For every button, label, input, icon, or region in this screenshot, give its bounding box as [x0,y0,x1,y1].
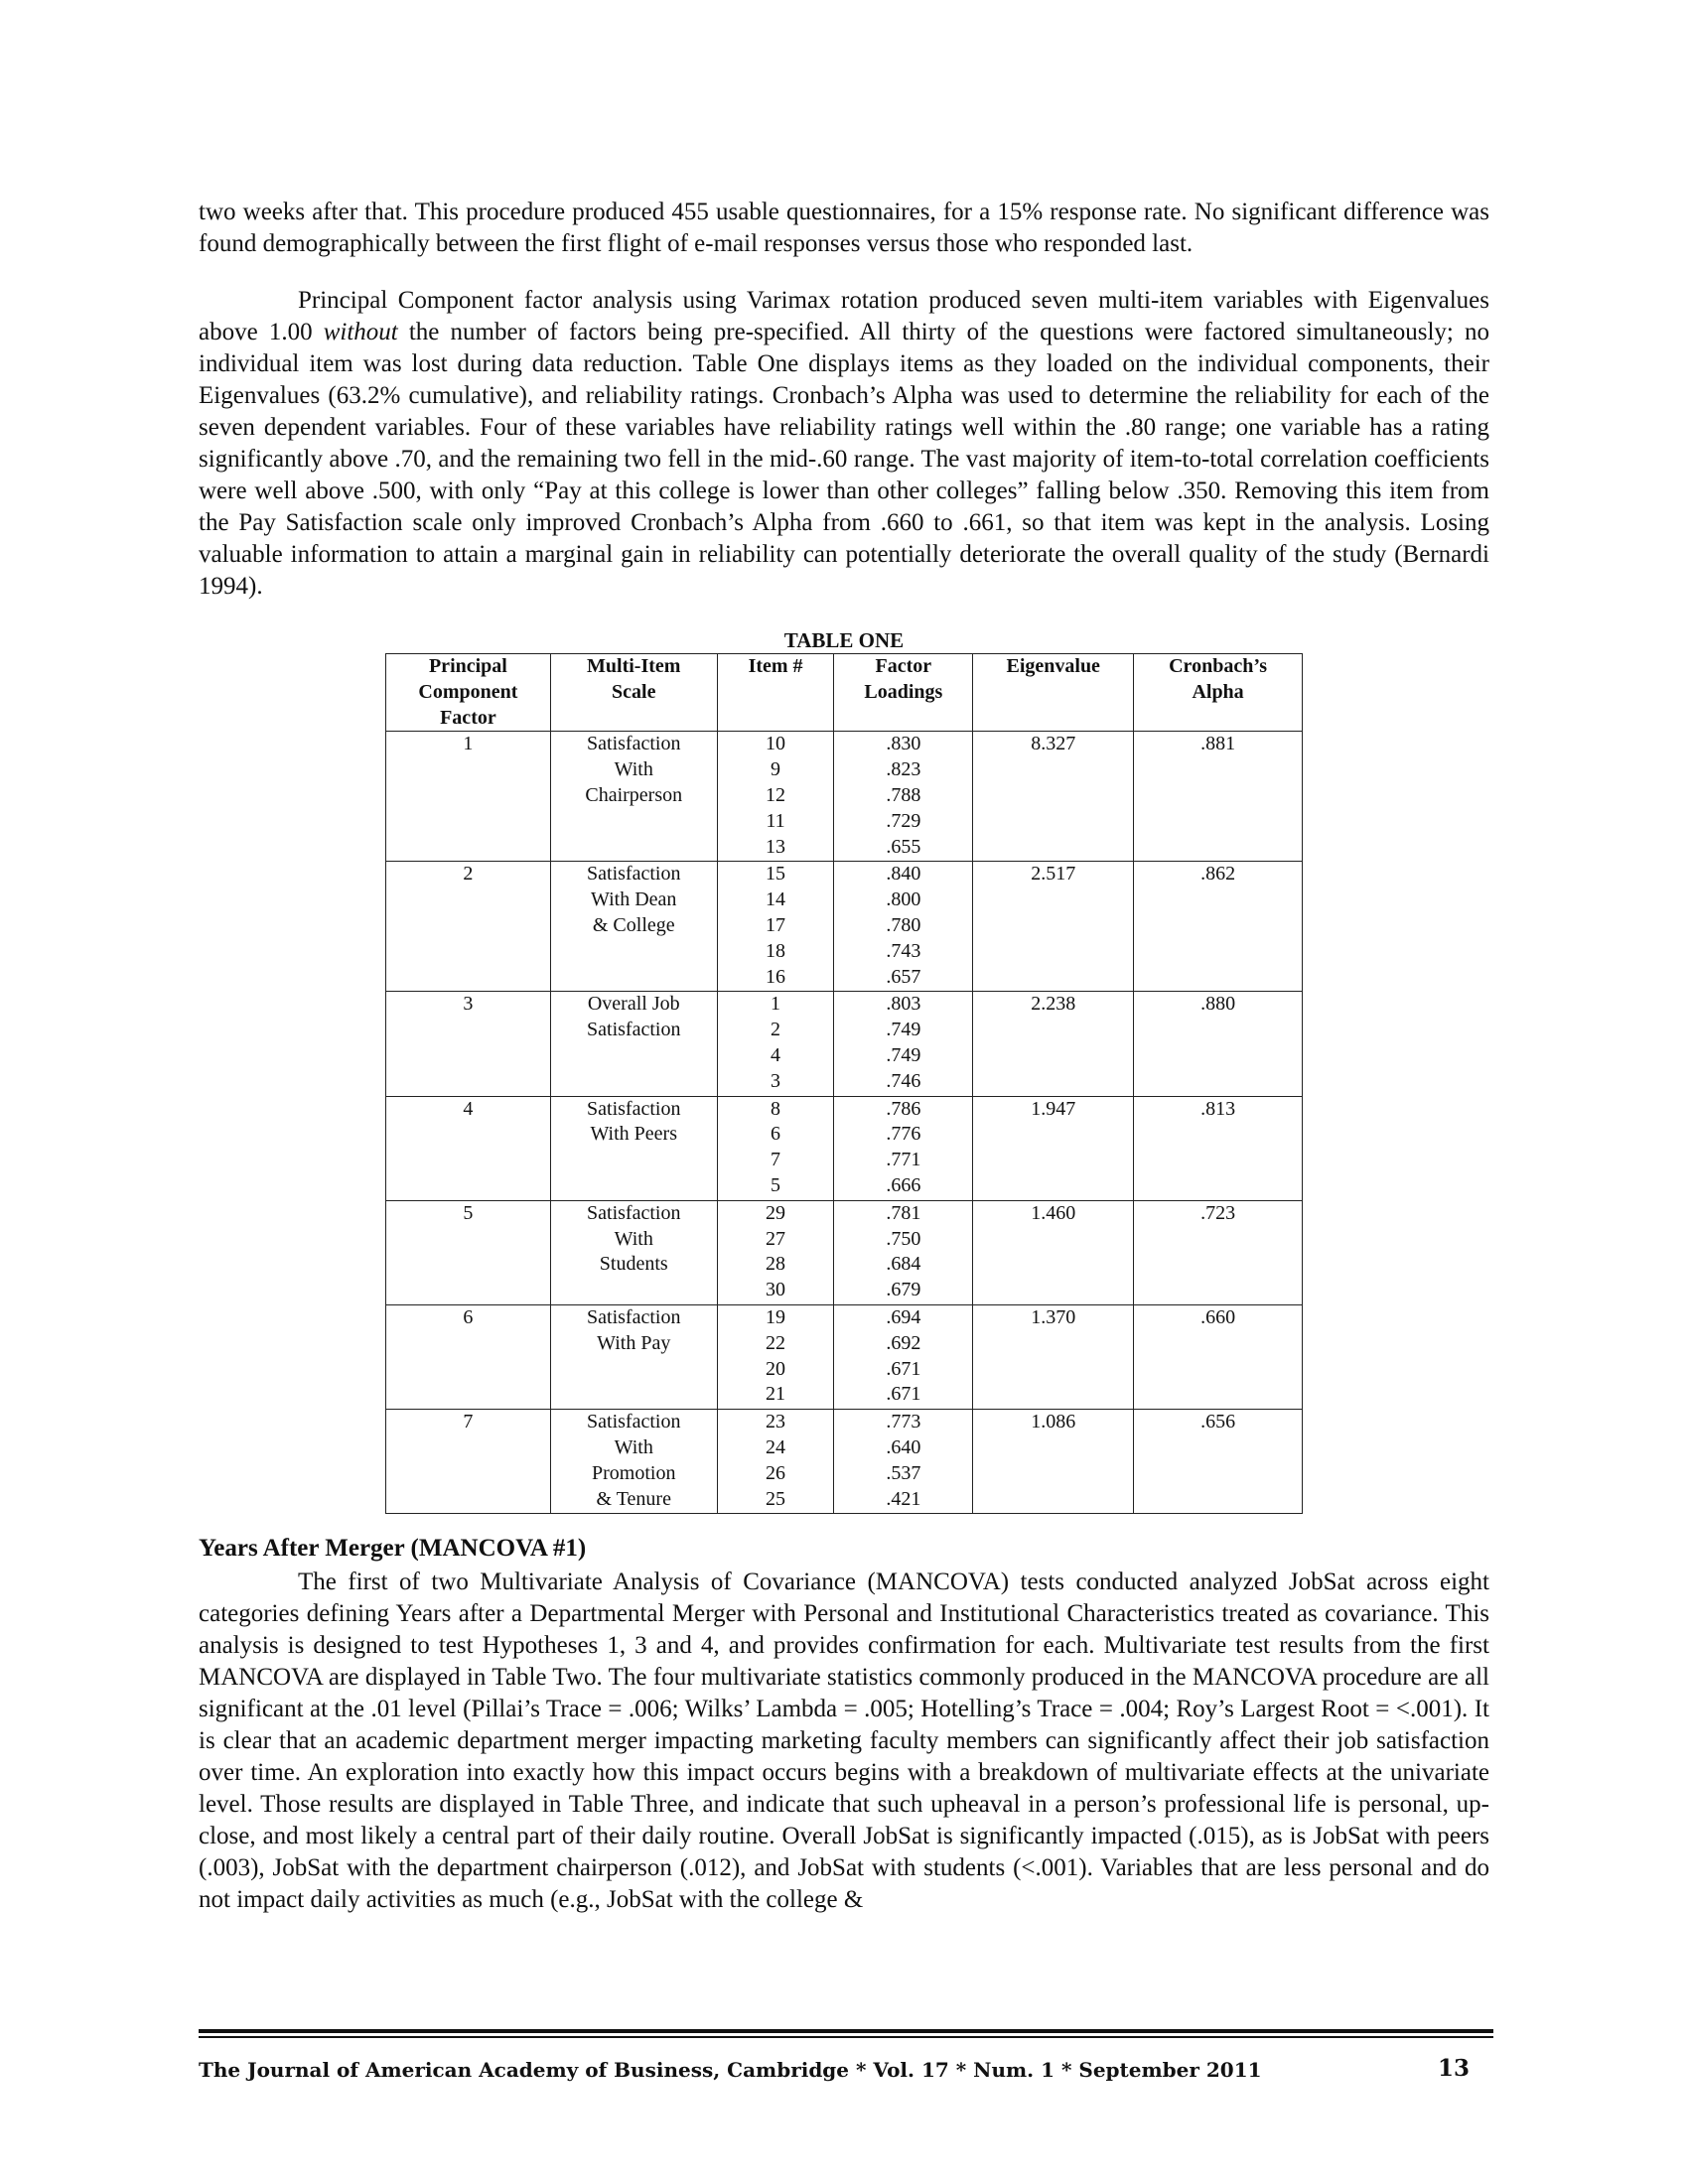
cell-scale-value: Satisfaction [587,1201,681,1224]
cell-loadings-value: .671 [886,1383,921,1406]
cell-items-value: 13 [766,835,786,858]
cell-loadings [834,1200,973,1304]
header-line: Factor [875,655,932,677]
cell-items-value: 17 [766,913,786,936]
cell-factor: 4 [386,1096,551,1200]
header-line: Alpha [1192,680,1244,703]
cell-scale-value: With [614,1435,653,1458]
cell-scale-value: With Peers [590,1123,677,1146]
cell-alpha: .862 [1134,862,1303,992]
cell-scale [550,1410,717,1514]
paragraph-text: Principal Component factor analysis using Varimax rotation produced seven multi-item variables with Eigenvalues above 1.00 [199,287,1489,345]
cell-items-value: 23 [766,1411,786,1433]
cell-loadings-value: .749 [886,1043,921,1066]
cell-scale-value: Promotion [592,1461,676,1484]
table-row [386,1200,1303,1304]
cell-items-value: 8 [771,1097,781,1120]
cell-items-value: 29 [766,1201,786,1224]
cell-scale-value: With Pay [597,1331,671,1354]
header-cronbachs-alpha [1134,654,1303,732]
cell-factor: 6 [386,1304,551,1409]
cell-items-value: 6 [771,1123,781,1146]
cell-loadings [834,732,973,862]
cell-items-value: 27 [766,1227,786,1250]
cell-scale-value: Satisfaction [587,1019,681,1041]
cell-loadings-value: .800 [886,888,921,911]
table-header-row [386,654,1303,732]
header-multi-item-scale [550,654,717,732]
header-line: Factor [440,706,496,729]
cell-alpha: .660 [1134,1304,1303,1409]
header-line: Cronbach’s [1169,655,1268,677]
cell-loadings-value: .537 [886,1461,921,1484]
cell-loadings-value: .781 [886,1201,921,1224]
cell-scale-value: Students [599,1253,668,1276]
cell-items-value: 18 [766,939,786,962]
cell-items-value: 7 [771,1149,781,1171]
table-one [385,653,1303,1514]
cell-loadings-value: .692 [886,1331,921,1354]
cell-loadings-value: .743 [886,939,921,962]
cell-scale [550,992,717,1096]
cell-loadings-value: .679 [886,1279,921,1301]
header-item-number [717,654,834,732]
cell-items [717,862,834,992]
cell-items [717,992,834,1096]
header-line: Scale [612,680,656,703]
cell-items [717,1410,834,1514]
cell-loadings-value: .657 [886,965,921,988]
table-row [386,1304,1303,1409]
section-heading: Years After Merger (MANCOVA #1) [199,1535,587,1562]
header-eigenvalue [973,654,1134,732]
paragraph-text: the number of factors being pre-specified. All thirty of the questions were factored simultaneously; no individual item was lost during data reduction. Table One displays items as they loaded on the individual components, their Eigenvalues (63.2% cumulative), and reliability ratings. Cronbach’s Alpha was used to determine the reliability for each of the seven dependent variables. Four of these variables have reliability ratings well within the .80 range; one variable has a rating significantly above .70, and the remaining two fell in the mid-.60 range. The vast majority of item-to-total correlation coefficients were well above .500, with only “Pay at this college is lower than other colleges” falling below .350. Removing this item from the Pay Satisfaction scale only improved Cronbach’s Alpha from .660 to .661, so that item was kept in the analysis. Losing valuable information to attain a marginal gain in reliability can potentially deteriorate the overall quality of the study (Bernardi 1994). [199,319,1489,600]
cell-items-value: 3 [771,1069,781,1092]
cell-items-value: 24 [766,1435,786,1458]
cell-loadings [834,1304,973,1409]
cell-items-value: 19 [766,1305,786,1328]
header-line: Principal [428,655,507,677]
paragraph-continuation: two weeks after that. This procedure produced 455 usable questionnaires, for a 15% response rate. No significant difference was found demographically between the first flight of e-mail responses versus those who responded last. [199,199,1489,257]
table-row [386,732,1303,862]
header-line: Loadings [864,680,943,703]
cell-loadings-value: .773 [886,1411,921,1433]
cell-scale [550,862,717,992]
cell-scale-value: Satisfaction [587,1097,681,1120]
cell-eigenvalue: 1.086 [973,1410,1134,1514]
footer-rule-thick [199,2029,1493,2033]
cell-items-value: 10 [766,733,786,755]
cell-eigenvalue: 1.947 [973,1096,1134,1200]
cell-loadings-value: .694 [886,1305,921,1328]
header-principal-component-factor [386,654,551,732]
cell-eigenvalue: 8.327 [973,732,1134,862]
cell-items-value: 26 [766,1461,786,1484]
cell-scale-value: Satisfaction [587,1411,681,1433]
cell-factor: 2 [386,862,551,992]
cell-items-value: 30 [766,1279,786,1301]
cell-items-value: 14 [766,888,786,911]
header-line: Component [418,680,518,703]
cell-loadings-value: .771 [886,1149,921,1171]
header-line: Eigenvalue [1006,655,1100,677]
cell-items [717,732,834,862]
cell-scale [550,1200,717,1304]
cell-items-value: 2 [771,1019,781,1041]
cell-items-value: 21 [766,1383,786,1406]
cell-loadings-value: .786 [886,1097,921,1120]
cell-scale [550,1096,717,1200]
italic-word: without [323,319,398,345]
table-row [386,862,1303,992]
cell-eigenvalue: 2.238 [973,992,1134,1096]
header-line: Item # [748,655,803,677]
cell-items-value: 22 [766,1331,786,1354]
table-body [386,732,1303,1514]
paragraph-factor-analysis [199,285,1489,603]
cell-alpha: .723 [1134,1200,1303,1304]
cell-loadings-value: .823 [886,758,921,781]
cell-loadings-value: .666 [886,1173,921,1196]
cell-loadings-value: .749 [886,1019,921,1041]
cell-loadings-value: .776 [886,1123,921,1146]
cell-alpha: .656 [1134,1410,1303,1514]
cell-scale-value: With [614,1227,653,1250]
table-row [386,1096,1303,1200]
table-row [386,992,1303,1096]
footer-rule-thin [199,2036,1493,2038]
cell-loadings-value: .840 [886,863,921,886]
cell-items-value: 20 [766,1357,786,1380]
cell-loadings-value: .788 [886,783,921,806]
cell-loadings-value: .830 [886,733,921,755]
cell-loadings-value: .729 [886,809,921,832]
cell-loadings-value: .746 [886,1069,921,1092]
cell-items-value: 15 [766,863,786,886]
header-factor-loadings [834,654,973,732]
cell-items [717,1304,834,1409]
footer-journal-citation: The Journal of American Academy of Business, Cambridge * Vol. 17 * Num. 1 * September 2011 [199,2058,1262,2082]
cell-scale-value: Overall Job [587,993,680,1016]
cell-items-value: 4 [771,1043,781,1066]
header-line: Multi-Item [587,655,681,677]
cell-loadings-value: .684 [886,1253,921,1276]
cell-scale-value: With Dean [591,888,677,911]
cell-factor: 7 [386,1410,551,1514]
cell-alpha: .813 [1134,1096,1303,1200]
cell-items-value: 5 [771,1173,781,1196]
cell-scale-value: & College [592,913,675,936]
cell-scale [550,1304,717,1409]
cell-loadings [834,862,973,992]
cell-items [717,1096,834,1200]
table-title: TABLE ONE [783,628,905,652]
cell-alpha: .881 [1134,732,1303,862]
cell-loadings [834,992,973,1096]
table-row [386,1410,1303,1514]
cell-items-value: 9 [771,758,781,781]
cell-scale-value: Satisfaction [587,863,681,886]
page-number: 13 [1438,2055,1471,2082]
cell-scale-value: Satisfaction [587,1305,681,1328]
cell-alpha: .880 [1134,992,1303,1096]
cell-loadings [834,1096,973,1200]
cell-items-value: 1 [771,993,781,1016]
cell-loadings [834,1410,973,1514]
cell-scale-value: & Tenure [596,1487,671,1510]
cell-items-value: 25 [766,1487,786,1510]
cell-loadings-value: .655 [886,835,921,858]
cell-loadings-value: .640 [886,1435,921,1458]
cell-eigenvalue: 2.517 [973,862,1134,992]
cell-factor: 5 [386,1200,551,1304]
cell-loadings-value: .421 [886,1487,921,1510]
cell-scale-value: Satisfaction [587,733,681,755]
cell-items [717,1200,834,1304]
paragraph-mancova: The first of two Multivariate Analysis of Covariance (MANCOVA) tests conducted analyzed JobSat across eight categories defining Years after a Departmental Merger with Personal and Institutional Characteristics treated as covariance. This analysis is designed to test Hypotheses 1, 3 and 4, and provides confirmation for each. Multivariate test results from the first MANCOVA are displayed in Table Two. The four multivariate statistics commonly produced in the MANCOVA procedure are all significant at the .01 level (Pillai’s Trace = .006; Wilks’ Lambda = .005; Hotelling’s Trace = .004; Roy’s Largest Root = <.001). It is clear that an academic department merger impacting marketing faculty members can significantly affect their job satisfaction over time. An exploration into exactly how this impact occurs begins with a breakdown of multivariate effects at the univariate level. Those results are displayed in Table Three, and indicate that such upheaval in a person’s professional life is personal, up-close, and most likely a central part of their daily routine. Overall JobSat is significantly impacted (.015), as is JobSat with peers (.003), JobSat with the department chairperson (.012), and JobSat with students (<.001). Variables that are less personal and do not impact daily activities as much (e.g., JobSat with the college & [199,1569,1489,1913]
cell-items-value: 28 [766,1253,786,1276]
cell-items-value: 16 [766,965,786,988]
cell-loadings-value: .750 [886,1227,921,1250]
cell-loadings-value: .780 [886,913,921,936]
cell-scale [550,732,717,862]
cell-loadings-value: .803 [886,993,921,1016]
cell-factor: 1 [386,732,551,862]
cell-eigenvalue: 1.460 [973,1200,1134,1304]
cell-eigenvalue: 1.370 [973,1304,1134,1409]
cell-items-value: 11 [766,809,785,832]
cell-factor: 3 [386,992,551,1096]
cell-scale-value: Chairperson [585,783,683,806]
cell-items-value: 12 [766,783,786,806]
cell-loadings-value: .671 [886,1357,921,1380]
table-one-container [385,627,1303,1514]
cell-scale-value: With [614,758,653,781]
